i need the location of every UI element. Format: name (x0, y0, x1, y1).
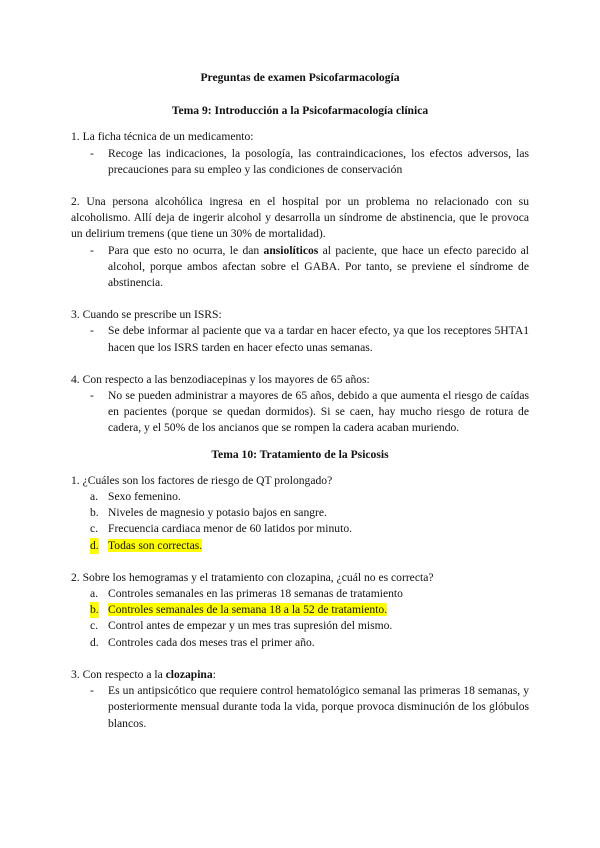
answer-item (71, 323, 529, 355)
question-text: 1. ¿Cuáles son los factores de riesgo de QT prolongado? (71, 473, 333, 487)
answer-text-post: al paciente, que hace un efecto parecido al alcohol, porque ambos afectan sobre el GABA. Por tanto, se previene el síndrome de abstinencia. (108, 243, 530, 290)
question-10-3 (71, 667, 529, 732)
question-text: 4. Con respecto a las benzodiacepinas y los mayores de 65 años: (71, 372, 370, 386)
option-a (71, 586, 529, 602)
dash-bullet: - (90, 146, 94, 160)
question-text-pre: 3. Con respecto a la (71, 667, 166, 681)
dash-bullet: - (90, 389, 94, 403)
option-d-highlighted (71, 538, 529, 554)
option-marker: d. (90, 635, 99, 649)
option-text: Sexo femenino. (108, 490, 181, 504)
options-list (71, 489, 529, 554)
dash-bullet: - (90, 243, 94, 257)
option-text: Control antes de empezar y un mes tras supresión del mismo. (108, 619, 393, 633)
question-text (71, 667, 529, 683)
answer-item (71, 243, 529, 292)
question-text-post: : (212, 667, 216, 681)
option-text: Frecuencia cardiaca menor de 60 latidos por minuto. (108, 522, 353, 536)
answer-list (71, 323, 529, 355)
option-d (71, 635, 529, 651)
option-c (71, 618, 529, 634)
question-text: 3. Cuando se prescribe un ISRS: (71, 308, 222, 322)
option-marker: a. (90, 490, 99, 504)
document-title: Preguntas de examen Psicofarmacología (200, 71, 400, 84)
option-a (71, 489, 529, 505)
answer-text: Es un antipsicótico que requiere control hematológico semanal las primeras 18 semanas, y posteriormente mensual durante toda la vida, porque provoca disminución de los glóbulos blancos. (108, 684, 529, 730)
question-10-2 (71, 570, 529, 651)
option-marker: b. (90, 506, 99, 520)
question-9-2 (71, 194, 529, 291)
answer-item (71, 683, 529, 732)
option-marker: d. (90, 538, 99, 554)
option-text: Controles cada dos meses tras el primer año. (108, 635, 315, 649)
section-10-title: Tema 10: Tratamiento de la Psicosis (211, 447, 389, 461)
option-marker: c. (90, 522, 99, 536)
option-c (71, 521, 529, 537)
dash-bullet: - (90, 324, 94, 338)
answer-text-pre: Para que esto no ocurra, le dan (108, 243, 264, 257)
question-9-4 (71, 372, 529, 437)
dash-bullet: - (90, 684, 94, 698)
answer-bold-term: ansiolíticos (263, 243, 319, 257)
option-b (71, 505, 529, 521)
option-text: Niveles de magnesio y potasio bajos en sangre. (108, 506, 327, 520)
question-9-1 (71, 129, 529, 178)
option-text: Controles semanales en las primeras 18 semanas de tratamiento (108, 587, 403, 601)
option-b-highlighted (71, 602, 529, 618)
answer-text: Se debe informar al paciente que va a tardar en hacer efecto, ya que los receptores 5HTA1 hacen que los ISRS tarden en hacer efecto unas semanas. (108, 324, 529, 354)
question-10-1 (71, 473, 529, 554)
answer-list (71, 146, 529, 178)
question-text: 1. La ficha técnica de un medicamento: (71, 130, 254, 144)
section-9-title: Tema 9: Introducción a la Psicofarmacología clínica (171, 104, 429, 118)
answer-list (71, 243, 529, 292)
question-text: 2. Una persona alcohólica ingresa en el hospital por un problema no relacionado con su alcoholismo. Allí deja de ingerir alcohol y desarrolla un síndrome de abstinencia, que le provoca un delirium tremens (que tiene un 30% de mortalidad). (71, 195, 529, 241)
document-page (71, 70, 529, 748)
answer-list (71, 388, 529, 437)
option-marker: b. (90, 602, 99, 618)
option-marker: c. (90, 619, 99, 633)
answer-list (71, 683, 529, 732)
answer-text: Recoge las indicaciones, la posología, las contraindicaciones, los efectos adversos, las precauciones para su empleo y las condiciones de conservación (108, 146, 529, 176)
question-9-3 (71, 307, 529, 356)
question-text: 2. Sobre los hemogramas y el tratamiento con clozapina, ¿cuál no es correcta? (71, 570, 434, 584)
option-text: Todas son correctas. (108, 538, 203, 552)
option-marker: a. (90, 587, 99, 601)
answer-item (71, 146, 529, 178)
question-bold-term: clozapina (165, 667, 213, 681)
option-text: Controles semanales de la semana 18 a la 52 de tratamiento. (108, 603, 388, 617)
answer-text: No se pueden administrar a mayores de 65 años, debido a que aumenta el riesgo de caídas en pacientes (porque se quedan dormidos). Si se caen, hay mucho riesgo de rotura de cadera, y el 50% de los ancianos que se rompen la cadera acaban muriendo. (108, 389, 529, 435)
options-list (71, 586, 529, 651)
answer-item (71, 388, 529, 437)
